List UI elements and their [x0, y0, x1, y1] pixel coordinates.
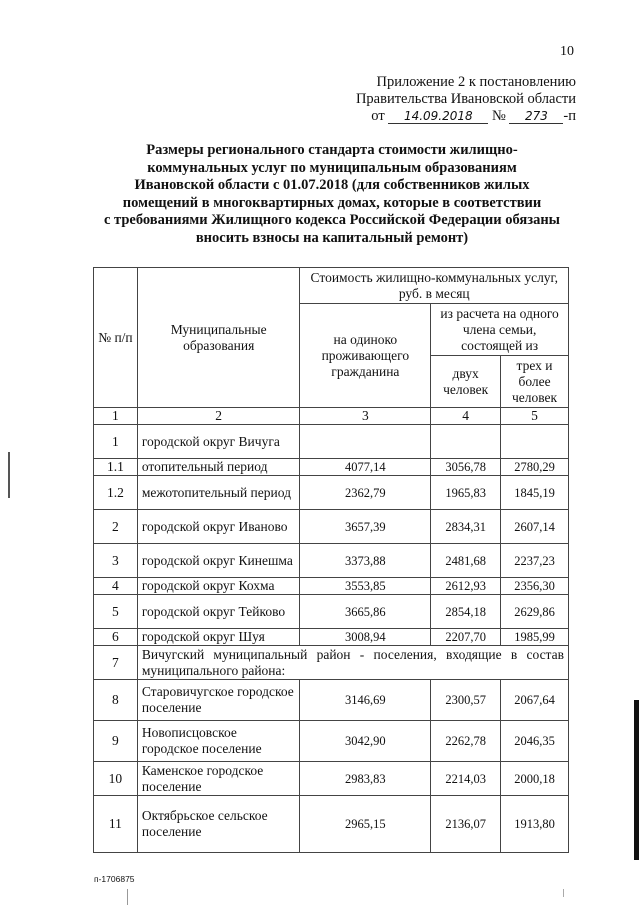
row-three: 1913,80	[501, 796, 569, 853]
row-name: городской округ Тейково	[137, 595, 300, 629]
row-single: 3146,69	[300, 680, 431, 721]
row-no: 5	[94, 595, 138, 629]
row-two: 2834,31	[431, 510, 501, 544]
column-number: 3	[300, 408, 431, 425]
table-row	[94, 544, 569, 578]
row-name: городской округ Вичуга	[137, 425, 300, 459]
row-name: городской округ Иваново	[137, 510, 300, 544]
row-name: городской округ Кинешма	[137, 544, 300, 578]
header-three-plus: трех и более человек	[501, 356, 569, 408]
table-row	[94, 595, 569, 629]
row-name: городской округ Кохма	[137, 578, 300, 595]
row-two: 2207,70	[431, 629, 501, 646]
row-no: 11	[94, 796, 138, 853]
row-no: 8	[94, 680, 138, 721]
row-two: 3056,78	[431, 459, 501, 476]
title-line: Ивановской области с 01.07.2018 (для собственников жилых	[134, 177, 530, 193]
table-row	[94, 476, 569, 510]
row-no: 2	[94, 510, 138, 544]
document-title	[94, 142, 570, 247]
row-single: 3042,90	[300, 721, 431, 762]
row-two: 2300,57	[431, 680, 501, 721]
table-row	[94, 578, 569, 595]
header-municipality: Муниципальные образования	[137, 268, 300, 408]
row-two: 1965,83	[431, 476, 501, 510]
row-single: 3657,39	[300, 510, 431, 544]
row-two: 2136,07	[431, 796, 501, 853]
handwritten-number: 273	[509, 109, 563, 124]
row-three	[501, 425, 569, 459]
row-three: 1985,99	[501, 629, 569, 646]
table-row	[94, 425, 569, 459]
number-suffix: -п	[563, 108, 576, 124]
appendix-header	[356, 74, 576, 125]
row-single	[300, 425, 431, 459]
row-single: 2362,79	[300, 476, 431, 510]
scan-artifact-left	[8, 452, 10, 498]
header-per-member: из расчета на одного члена семьи, состоящей из	[431, 304, 569, 356]
row-two: 2214,03	[431, 762, 501, 796]
row-three: 2067,64	[501, 680, 569, 721]
row-single: 3553,85	[300, 578, 431, 595]
row-name: Октябрьское сельское поселение	[137, 796, 300, 853]
header-cost: Стоимость жилищно-коммунальных услуг, руб. в месяц	[300, 268, 569, 304]
section-name: Вичугский муниципальный район - поселения, входящие в состав муниципального района:	[137, 646, 568, 680]
row-name: межотопительный период	[137, 476, 300, 510]
row-three: 2607,14	[501, 510, 569, 544]
row-single: 2983,83	[300, 762, 431, 796]
appendix-line-1: Приложение 2 к постановлению	[376, 74, 576, 90]
row-three: 2629,86	[501, 595, 569, 629]
row-no: 7	[94, 646, 138, 680]
header-two: двух человек	[431, 356, 501, 408]
row-no: 9	[94, 721, 138, 762]
appendix-line-2: Правительства Ивановской области	[355, 91, 576, 107]
row-two: 2612,93	[431, 578, 501, 595]
row-single: 3373,88	[300, 544, 431, 578]
row-two	[431, 425, 501, 459]
scan-artifact-tick	[563, 889, 564, 897]
page-number: 10	[560, 44, 574, 59]
row-three: 2780,29	[501, 459, 569, 476]
row-no: 4	[94, 578, 138, 595]
row-single: 2965,15	[300, 796, 431, 853]
column-number: 4	[431, 408, 501, 425]
row-no: 1	[94, 425, 138, 459]
row-two: 2854,18	[431, 595, 501, 629]
row-single: 3008,94	[300, 629, 431, 646]
from-label: от	[371, 108, 385, 124]
header-single: на одиноко проживающего гражданина	[300, 304, 431, 408]
scan-artifact-tick	[127, 889, 128, 905]
table-row	[94, 510, 569, 544]
row-name: Каменское городское поселение	[137, 762, 300, 796]
row-name: Старовичугское городское поселение	[137, 680, 300, 721]
scan-artifact-right	[634, 700, 639, 860]
number-label: №	[491, 108, 506, 124]
row-no: 1.1	[94, 459, 138, 476]
row-no: 3	[94, 544, 138, 578]
row-three: 1845,19	[501, 476, 569, 510]
row-two: 2262,78	[431, 721, 501, 762]
title-line: вносить взносы на капитальный ремонт)	[195, 229, 469, 246]
row-three: 2237,23	[501, 544, 569, 578]
footer-code: п-1706875	[94, 874, 135, 884]
row-no: 6	[94, 629, 138, 646]
column-number-row	[94, 408, 569, 425]
row-three: 2046,35	[501, 721, 569, 762]
title-line: коммунальных услуг по муниципальным образованиям	[147, 159, 517, 176]
table-row	[94, 459, 569, 476]
table-row	[94, 629, 569, 646]
table-row	[94, 721, 569, 762]
row-three: 2000,18	[501, 762, 569, 796]
title-line: Размеры регионального стандарта стоимости жилищно-	[146, 142, 518, 158]
title-line: с требованиями Жилищного кодекса Российской Федерации обязаны	[103, 212, 561, 228]
column-number: 2	[137, 408, 300, 425]
row-no: 10	[94, 762, 138, 796]
row-two: 2481,68	[431, 544, 501, 578]
row-single: 4077,14	[300, 459, 431, 476]
row-name: Новописцовское городское поселение	[137, 721, 300, 762]
column-number: 5	[501, 408, 569, 425]
handwritten-date: 14.09.2018	[388, 109, 488, 124]
table-row-section	[94, 646, 569, 680]
row-name: отопительный период	[137, 459, 300, 476]
row-no: 1.2	[94, 476, 138, 510]
column-number: 1	[94, 408, 138, 425]
appendix-line-3	[356, 108, 576, 125]
title-line: помещений в многоквартирных домах, которые в соответствии	[122, 194, 542, 211]
row-single: 3665,86	[300, 595, 431, 629]
row-name: городской округ Шуя	[137, 629, 300, 646]
cost-standards-table	[93, 267, 569, 853]
header-no: № п/п	[94, 268, 138, 408]
table-row	[94, 796, 569, 853]
table-row	[94, 762, 569, 796]
table-row	[94, 680, 569, 721]
row-three: 2356,30	[501, 578, 569, 595]
